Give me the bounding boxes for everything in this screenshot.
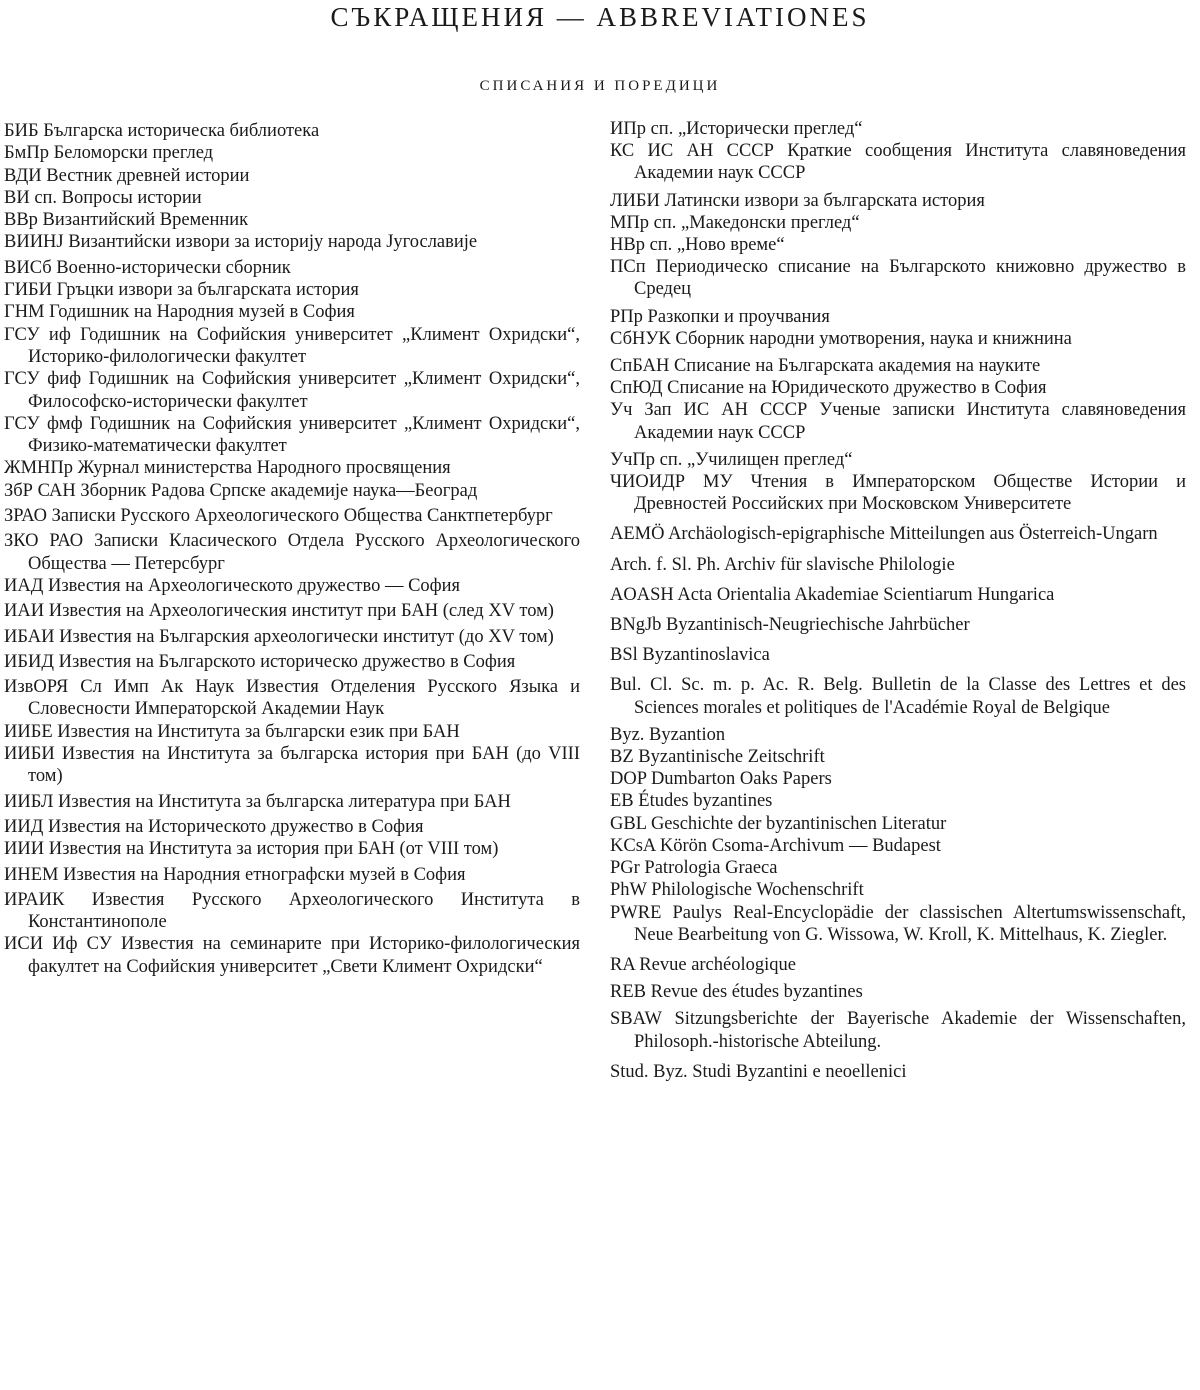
abbreviation-entry: EB Études byzantines — [610, 791, 773, 812]
abbreviation-entry: ИПр сп. „Исторически преглед“ — [610, 119, 863, 139]
abbreviation-entry: БИБ Българска историческа библиотека — [4, 121, 320, 141]
abbreviation-entry: УчПр сп. „Училищен преглед“ — [610, 449, 853, 470]
abbreviation-entry: ИСИ Иф СУ Известия на семинарите при Историко-филологическия факултет на Софийския университет „Свети Климент Охридски“ — [4, 934, 580, 977]
section-subtitle: СПИСАНИЯ И ПОРЕДИЦИ — [479, 78, 721, 94]
abbreviation-entry: ИзвОРЯ Сл Имп Ак Наук Известия Отделения Русского Языка и Словесности Императорской Академии Наук — [4, 677, 580, 720]
abbreviation-entry: ЗРАО Записки Русского Археологического Общества Санктпетербург — [4, 506, 553, 527]
abbreviation-entry: БмПр Беломорски преглед — [4, 143, 214, 164]
abbreviation-entry: СпЮД Списание на Юридическото дружество в София — [610, 378, 1047, 399]
abbreviation-entry: ИБИД Известия на Българското историческо дружество в София — [4, 651, 516, 672]
abbreviation-entry: Bul. Cl. Sc. m. p. Ac. R. Belg. Bulletin de la Classe des Lettres et des Sciences morales et politiques de l'Académie Royal de Belgique — [610, 675, 1186, 718]
abbreviation-entry: BNgJb Byzantinisch-Neugriechische Jahrbücher — [610, 615, 970, 636]
abbreviation-entry: Уч Зап ИС АН СССР Ученые записки Института славяноведения Академии наук СССР — [610, 400, 1186, 443]
abbreviation-entry: BZ Byzantinische Zeitschrift — [610, 747, 825, 768]
abbreviation-entry: СбНУК Сборник народни умотворения, наука и книжнина — [610, 328, 1072, 349]
abbreviation-entry: ИИБЛ Известия на Института за българска литература при БАН — [4, 791, 511, 812]
page-title: СЪКРАЩЕНИЯ — ABBREVIATIONES — [330, 2, 870, 32]
abbreviation-entry: ЗбР САН Зборник Радова Српске академије наука—Београд — [4, 480, 478, 501]
abbreviation-entry: ГСУ фмф Годишник на Софийския университет „Климент Охридски“, Физико-математически факултет — [4, 413, 580, 457]
abbreviation-entry: DOP Dumbarton Oaks Papers — [610, 769, 832, 790]
abbreviation-entry: ЖМНПр Журнал министерства Народного просвящения — [4, 458, 451, 479]
abbreviation-entry: PGr Patrologia Graeca — [610, 858, 778, 879]
abbreviation-entry: ЗКО РАО Записки Класического Отдела Русского Археологического Общества — Петерсбург — [4, 531, 580, 574]
abbreviation-entry: Stud. Byz. Studi Byzantini e neoellenici — [610, 1061, 907, 1082]
abbreviation-entry: ИИД Известия на Историческото дружество в София — [4, 816, 424, 837]
abbreviation-entry: ЛИБИ Латински извори за българската история — [610, 190, 985, 211]
abbreviation-entry: ИАИ Известия на Археологическия институт при БАН (след XV том) — [4, 601, 554, 622]
abbreviations-column-left — [4, 120, 580, 978]
abbreviation-entry: RA Revue archéologique — [610, 954, 796, 975]
abbreviation-entry: KCsA Körön Csoma-Archivum — Budapest — [610, 835, 941, 856]
abbreviation-entry: ВДИ Вестник древней истории — [4, 165, 250, 186]
abbreviation-entry: ВИИНЈ Византийски извори за историју народа Југославије — [4, 232, 478, 253]
abbreviation-entry: ИИИ Известия на Института за история при БАН (от VIII том) — [4, 839, 499, 860]
abbreviation-entry: КС ИС АН СССР Краткие сообщения Института славяноведения Академии наук СССР — [610, 141, 1186, 184]
abbreviation-entry: REB Revue des études byzantines — [610, 982, 863, 1003]
abbreviation-entry: ИНЕМ Известия на Народния етнографски музей в София — [4, 864, 466, 885]
abbreviation-entry: PWRE Paulys Real-Encyclopädie der classischen Altertumswissenschaft, Neue Bearbeitung von G. Wissowa, W. Kroll, K. Mittelhaus, K. Ziegler. — [610, 902, 1186, 945]
abbreviation-entry: ГСУ фиф Годишник на Софийския университет „Климент Охридски“, Философско-исторически факултет — [4, 369, 580, 412]
abbreviation-entry: SBAW Sitzungsberichte der Bayerische Akademie der Wissenschaften, Philosoph.-historische Abteilung. — [610, 1009, 1186, 1052]
abbreviation-entry: AOASH Acta Orientalia Akademiae Scientiarum Hungarica — [610, 584, 1055, 605]
abbreviation-entry: ГСУ иф Годишник на Софийския университет „Климент Охридски“, Историко-филологически факултет — [4, 324, 580, 367]
abbreviation-entry: ГНМ Годишник на Народния музей в София — [4, 302, 355, 323]
abbreviation-entry: Arch. f. Sl. Ph. Archiv für slavische Philologie — [610, 554, 955, 575]
abbreviation-entry: PhW Philologische Wochenschrift — [610, 880, 864, 901]
abbreviation-entry: ИБАИ Известия на Българския археологически институт (до XV том) — [4, 626, 554, 647]
abbreviation-entry: GBL Geschichte der byzantinischen Literatur — [610, 813, 947, 834]
abbreviations-column-right — [610, 118, 1186, 1083]
abbreviation-entry: ВИСб Военно-исторически сборник — [4, 257, 291, 278]
abbreviation-entry: НВр сп. „Ново време“ — [610, 235, 785, 256]
abbreviation-entry: ЧИОИДР МУ Чтения в Императорском Обществе Истории и Древностей Российских при Московском Университете — [610, 472, 1186, 515]
abbreviation-entry: ПСп Периодическо списание на Българското книжовно дружество в Средец — [610, 257, 1186, 300]
abbreviation-entry: РПр Разкопки и проучвания — [610, 306, 830, 327]
abbreviation-entry: ИАД Известия на Археологическото дружество — София — [4, 575, 461, 596]
abbreviation-entry: ГИБИ Гръцки извори за българската история — [4, 280, 359, 301]
abbreviation-entry: ИИБЕ Известия на Института за български език при БАН — [4, 721, 460, 742]
abbreviation-entry: МПр сп. „Македонски преглед“ — [610, 212, 860, 233]
abbreviation-entry: ВВр Византийский Временник — [4, 210, 249, 231]
abbreviation-entry: СпБАН Списание на Българската академия на науките — [610, 356, 1041, 377]
abbreviation-entry: ИРАИК Известия Русского Археологического Института в Константинополе — [4, 889, 580, 933]
abbreviation-entry: Byz. Byzantion — [610, 724, 726, 745]
abbreviation-entry: ВИ сп. Вопросы истории — [4, 187, 202, 208]
abbreviation-entry: AEMÖ Archäologisch-epigraphische Mitteilungen aus Österreich-Ungarn — [610, 524, 1158, 545]
abbreviation-entry: ИИБИ Известия на Института за българска история при БАН (до VIII том) — [4, 744, 580, 787]
abbreviation-entry: BSl Byzantinoslavica — [610, 645, 770, 666]
